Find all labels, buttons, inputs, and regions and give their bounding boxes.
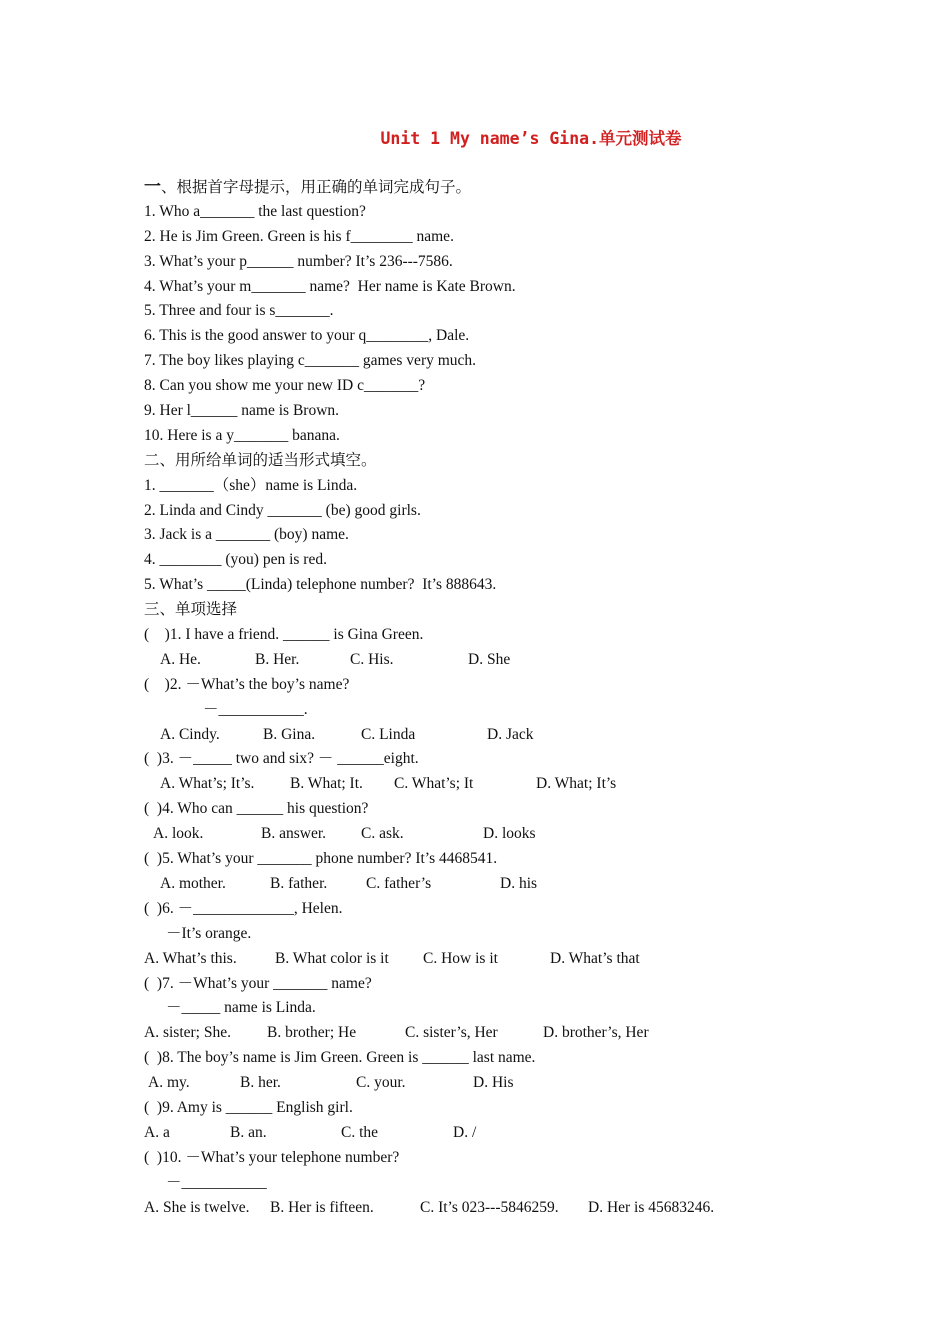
- option-d: D. looks: [483, 825, 536, 843]
- option-c: C. the: [341, 1123, 379, 1141]
- option-c: C. sister’s, Her: [405, 1024, 498, 1042]
- option-a: A. He.: [160, 650, 201, 668]
- question-stem: ( )3. －_____ two and six? － ______eight.: [144, 750, 419, 768]
- question-options: [144, 648, 864, 673]
- question-stem: ( )2. －What’s the boy’s name?: [144, 675, 350, 693]
- question-options: [144, 1071, 864, 1096]
- section2-heading: 二、用所给单词的适当形式填空。: [144, 451, 377, 469]
- section1-heading-text: 、根据首字母提示，用正确的单词完成句子。: [161, 179, 472, 196]
- option-b: B. What; It.: [290, 775, 363, 793]
- option-d: D. Her is 45683246.: [588, 1198, 715, 1216]
- section1-item: 3. What’s your p______ number? It’s 236---7586.: [144, 252, 453, 270]
- question-reply: －___________.: [203, 700, 308, 718]
- section1-item: 10. Here is a y_______ banana.: [144, 426, 340, 444]
- section3-heading: 三、单项选择: [144, 601, 238, 619]
- section1-item: 2. He is Jim Green. Green is his f________ name.: [144, 227, 454, 245]
- question-options: [144, 1021, 864, 1046]
- question-reply: －It’s orange.: [166, 924, 252, 942]
- question-stem: ( )8. The boy’s name is Jim Green. Green is ______ last name.: [144, 1049, 536, 1067]
- option-d: D. Jack: [487, 725, 534, 743]
- section1-item: 1. Who a_______ the last question?: [144, 202, 366, 220]
- document-body: [144, 175, 864, 1220]
- option-a: A. my.: [148, 1074, 190, 1092]
- option-b: B. her.: [240, 1074, 281, 1092]
- question-reply: －_____ name is Linda.: [166, 999, 316, 1017]
- option-d: D. What; It’s: [536, 775, 617, 793]
- question-stem: ( )5. What’s your _______ phone number? It’s 4468541.: [144, 850, 498, 868]
- question-stem: ( )9. Amy is ______ English girl.: [144, 1098, 353, 1116]
- option-c: C. How is it: [423, 949, 498, 967]
- question-options: [144, 947, 864, 972]
- section1-item: 8. Can you show me your new ID c_______?: [144, 377, 426, 395]
- section2-item: 4. ________ (you) pen is red.: [144, 551, 327, 569]
- option-b: B. Gina.: [263, 725, 316, 743]
- question-stem: ( )4. Who can ______ his question?: [144, 800, 369, 818]
- option-c: C. father’s: [366, 874, 432, 892]
- option-c: C. What’s; It: [394, 775, 474, 793]
- section2-item: 3. Jack is a _______ (boy) name.: [144, 526, 349, 544]
- section2-item: 1. _______（she）name is Linda.: [144, 476, 358, 494]
- section2-item: 2. Linda and Cindy _______ (be) good girls.: [144, 501, 421, 519]
- option-c: C. ask.: [361, 825, 404, 843]
- question-reply: －___________: [166, 1173, 267, 1191]
- option-a: A. a: [144, 1123, 170, 1141]
- option-b: B. What color is it: [275, 949, 389, 967]
- option-d: D. His: [473, 1074, 514, 1092]
- question-stem: ( )7. －What’s your _______ name?: [144, 974, 372, 992]
- option-b: B. an.: [230, 1123, 267, 1141]
- option-d: D. his: [500, 874, 538, 892]
- option-c: C. His.: [350, 650, 394, 668]
- question-options: [144, 723, 864, 748]
- question-options: [144, 872, 864, 897]
- question-stem: ( )1. I have a friend. ______ is Gina Green.: [144, 626, 424, 644]
- option-b: B. answer.: [261, 825, 327, 843]
- option-c: C. Linda: [361, 725, 416, 743]
- option-c: C. your.: [356, 1074, 406, 1092]
- option-a: A. What’s this.: [144, 949, 237, 967]
- option-c: C. It’s 023---5846259.: [420, 1198, 559, 1216]
- question-stem: ( )6. －_____________, Helen.: [144, 899, 343, 917]
- option-a: A. What’s; It’s.: [160, 775, 255, 793]
- option-b: B. Her is fifteen.: [270, 1198, 374, 1216]
- option-b: B. Her.: [255, 650, 300, 668]
- section1-item: 4. What’s your m_______ name? Her name is Kate Brown.: [144, 277, 516, 295]
- question-options: [144, 1196, 864, 1221]
- option-d: D. brother’s, Her: [543, 1024, 649, 1042]
- option-a: A. look.: [153, 825, 204, 843]
- question-options: [144, 1121, 864, 1146]
- document-title: Unit 1 My name’s Gina.单元测试卷: [380, 129, 682, 148]
- section1-item: 7. The boy likes playing c_______ games very much.: [144, 352, 477, 370]
- option-b: B. father.: [270, 874, 328, 892]
- section1-item: 6. This is the good answer to your q________, Dale.: [144, 327, 470, 345]
- option-d: D. She: [468, 650, 511, 668]
- option-a: A. Cindy.: [160, 725, 220, 743]
- section1-item: 5. Three and four is s_______.: [144, 302, 334, 320]
- option-a: A. sister; She.: [144, 1024, 231, 1042]
- section1-heading: [144, 175, 864, 200]
- option-d: D. /: [453, 1123, 477, 1141]
- section1-item: 9. Her l______ name is Brown.: [144, 402, 340, 420]
- question-options: [144, 822, 864, 847]
- section1-heading-mark: 一: [144, 177, 161, 196]
- question-stem: ( )10. －What’s your telephone number?: [144, 1148, 400, 1166]
- question-options: [144, 772, 864, 797]
- option-a: A. She is twelve.: [144, 1198, 250, 1216]
- option-d: D. What’s that: [550, 949, 640, 967]
- section2-item: 5. What’s _____(Linda) telephone number? It’s 888643.: [144, 576, 497, 594]
- option-b: B. brother; He: [267, 1024, 357, 1042]
- option-a: A. mother.: [160, 874, 226, 892]
